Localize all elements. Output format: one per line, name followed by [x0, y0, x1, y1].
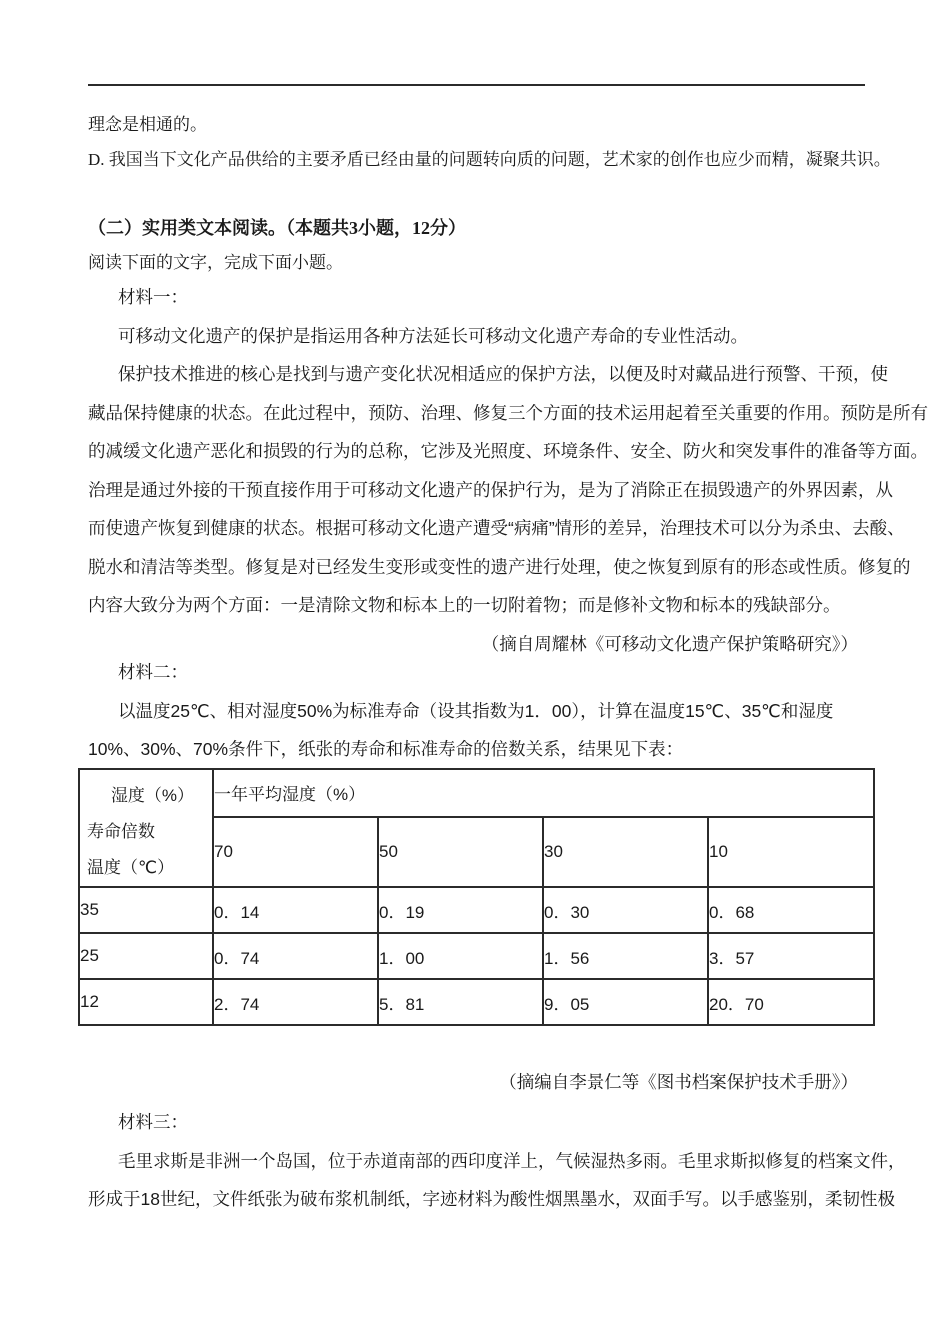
paper-life-table: [78, 768, 875, 1026]
temp-35-label: 35: [79, 887, 213, 933]
value-12-70: 2．74: [213, 979, 378, 1025]
value-12-50: 5．81: [378, 979, 543, 1025]
corner-temperature-label: 温度（℃）: [87, 858, 175, 877]
value-25-30: 1．56: [543, 933, 708, 979]
material2-intro-line2: 10%、30%、70%条件下，纸张的寿命和标准寿命的倍数关系，结果见下表：: [88, 739, 684, 759]
value-35-10: 0．68: [708, 887, 874, 933]
option-d-text: D. 我国当下文化产品供给的主要矛盾已经由量的问题转向质的问题，艺术家的创作也应少而精，凝聚共识。: [88, 150, 891, 169]
value-35-50: 0．19: [378, 887, 543, 933]
temp-12-label: 12: [79, 979, 213, 1025]
material1-paragraph2-line6: 脱水和清洁等类型。修复是对已经发生变形或变性的遗产进行处理，使之恢复到原有的形态或性质。修复的: [88, 556, 911, 577]
table-corner-cell: [79, 769, 213, 887]
temp-25-label: 25: [79, 933, 213, 979]
material3-paragraph-line2: 形成于18世纪，文件纸张为破布浆机制纸，字迹材料为酸性烟黑墨水，双面手写。以手感鉴别，柔韧性极: [88, 1189, 895, 1209]
table-row-temp25: [79, 933, 874, 979]
material2-citation-block: [88, 1063, 872, 1102]
material1-paragraph1: 可移动文化遗产的保护是指运用各种方法延长可移动文化遗产寿命的专业性活动。: [118, 325, 748, 346]
material3-block: [88, 1103, 906, 1219]
value-25-10: 3．57: [708, 933, 874, 979]
table-row-temp12: [79, 979, 874, 1025]
previous-answer-tail-text: 理念是相通的。: [88, 115, 207, 134]
material3-label: 材料三：: [118, 1112, 188, 1132]
reading-instruction: 阅读下面的文字，完成下面小题。: [88, 253, 343, 272]
material2-intro-line1: 以温度25℃、相对湿度50%为标准寿命（设其指数为1．00），计算在温度15℃、35℃和湿度: [118, 700, 834, 721]
material1-paragraph2-line5: 而使遗产恢复到健康的状态。根据可移动文化遗产遭受“病痛”情形的差异，治理技术可以分为杀虫、去酸、: [88, 518, 905, 538]
material1-paragraph2-line3: 的减缓文化遗产恶化和损毁的行为的总称，它涉及光照度、环境条件、安全、防火和突发事件的准备等方面。: [88, 441, 928, 461]
material2-label: 材料二：: [118, 662, 188, 682]
material2-citation: （摘编自李景仁等《图书档案保护技术手册》）: [499, 1072, 858, 1092]
material1-block: [88, 278, 928, 663]
annual-humidity-header: 一年平均湿度（%）: [213, 769, 874, 817]
humidity-col-30: 30: [543, 817, 708, 887]
material1-paragraph2-line7: 内容大致分为两个方面：一是清除文物和标本上的一切附着物；而是修补文物和标本的残缺部分。: [88, 595, 841, 615]
corner-humidity-label: 湿度（%）: [110, 786, 194, 805]
material2-block: [88, 653, 872, 769]
value-12-10: 20．70: [708, 979, 874, 1025]
table-header-row1: [79, 769, 874, 817]
header-divider-rule: [88, 84, 865, 86]
value-25-70: 0．74: [213, 933, 378, 979]
section-heading: （二）实用类文本阅读。（本题共3小题，12分）: [88, 218, 466, 238]
corner-life-ratio-label: 寿命倍数: [87, 822, 155, 841]
humidity-col-10: 10: [708, 817, 874, 887]
value-35-70: 0．14: [213, 887, 378, 933]
humidity-col-70: 70: [213, 817, 378, 887]
table-row-temp35: [79, 887, 874, 933]
value-35-30: 0．30: [543, 887, 708, 933]
value-25-50: 1．00: [378, 933, 543, 979]
material1-paragraph2-line2: 藏品保持健康的状态。在此过程中，预防、治理、修复三个方面的技术运用起着至关重要的作用。预防是所有: [88, 402, 928, 423]
material1-citation: （摘自周耀林《可移动文化遗产保护策略研究》）: [481, 633, 858, 654]
material1-label: 材料一：: [118, 287, 188, 307]
value-12-30: 9．05: [543, 979, 708, 1025]
humidity-col-50: 50: [378, 817, 543, 887]
material1-paragraph2-line1: 保护技术推进的核心是找到与遗产变化状况相适应的保护方法，以便及时对藏品进行预警、干预，使: [118, 364, 888, 384]
material3-paragraph-line1: 毛里求斯是非洲一个岛国，位于赤道南部的西印度洋上，气候湿热多雨。毛里求斯拟修复的档案文件，: [118, 1150, 906, 1171]
material1-paragraph2-line4: 治理是通过外接的干预直接作用于可移动文化遗产的保护行为，是为了消除正在损毁遗产的外界因素，从: [88, 479, 893, 500]
